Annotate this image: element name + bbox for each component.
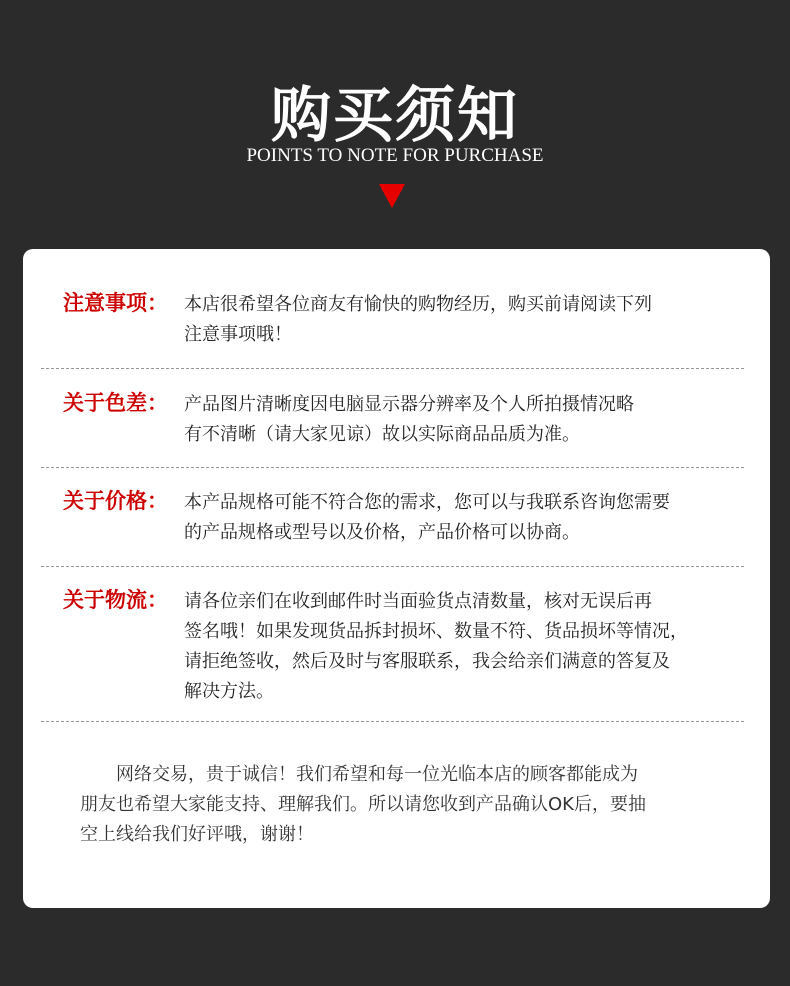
section-line: 有不清晰（请大家见谅）故以实际商品品质为准。 bbox=[184, 424, 580, 445]
page-title: 购买须知 bbox=[271, 81, 519, 151]
section-label: 关于色差： bbox=[63, 391, 168, 415]
section-line: 请各位亲们在收到邮件时当面验货点清数量，核对无误后再 bbox=[184, 591, 652, 612]
section-line: 产品图片清晰度因电脑显示器分辨率及个人所拍摄情况略 bbox=[184, 394, 634, 415]
section-line: 请拒绝签收，然后及时与客服联系，我会给亲们满意的答复及 bbox=[184, 651, 670, 672]
section-line: 解决方法。 bbox=[184, 681, 274, 702]
section-line: 注意事项哦！ bbox=[184, 324, 292, 345]
section-label: 关于价格： bbox=[63, 489, 168, 513]
divider bbox=[41, 467, 744, 468]
section-label: 注意事项： bbox=[63, 291, 168, 315]
divider bbox=[41, 721, 744, 722]
divider bbox=[41, 368, 744, 369]
section-line: 签名哦！如果发现货品拆封损坏、数量不符、货品损坏等情况， bbox=[184, 621, 688, 642]
closing-line: 朋友也希望大家能支持、理解我们。所以请您收到产品确认OK后，要抽 bbox=[80, 794, 646, 815]
closing-text bbox=[80, 760, 646, 850]
page-subtitle: POINTS TO NOTE FOR PURCHASE bbox=[246, 145, 544, 166]
notice-card bbox=[23, 249, 770, 908]
closing-line: 空上线给我们好评哦，谢谢！ bbox=[80, 824, 314, 845]
closing-line: 网络交易，贵于诚信！我们希望和每一位光临本店的顾客都能成为 bbox=[80, 764, 638, 785]
section-label: 关于物流： bbox=[63, 588, 168, 612]
divider bbox=[41, 566, 744, 567]
down-arrow-icon bbox=[379, 184, 405, 208]
section-line: 本店很希望各位商友有愉快的购物经历，购买前请阅读下列 bbox=[184, 294, 652, 315]
section-line: 的产品规格或型号以及价格，产品价格可以协商。 bbox=[184, 522, 580, 543]
section-line: 本产品规格可能不符合您的需求，您可以与我联系咨询您需要 bbox=[184, 492, 670, 513]
